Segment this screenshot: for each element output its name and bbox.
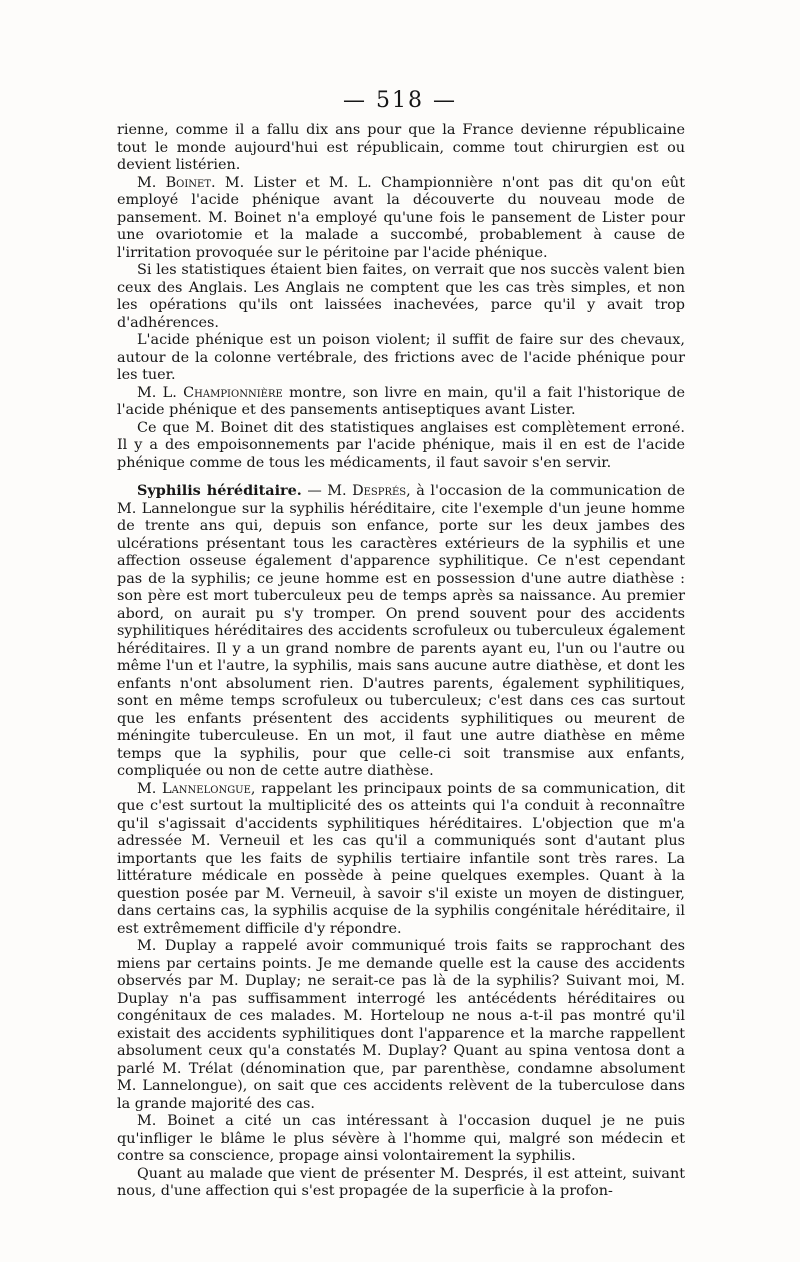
text-run: . M. Lister et M. L. Championnière n'ont pas dit qu'on eût employé l'acide phénique avant la découverte du nouveau mode de pansement. M. Boinet n'a employé qu'une fois le pansement de Lister pour une ovariotomie et la malade a succombé, probablement à cause de l'irritation provoquée sur le péritoine par l'acide phénique. (117, 174, 685, 261)
paragraph (117, 175, 685, 263)
paragraph (117, 1113, 685, 1166)
text-run: M. (137, 780, 163, 797)
paragraph (117, 482, 685, 781)
text-run: montre, son livre en main, qu'il a fait l'historique de l'acide phénique et des pansements antiseptiques avant Lister. (117, 384, 685, 418)
section-heading: Syphilis héréditaire. (137, 482, 302, 499)
text-run: Ce que M. Boinet dit des statistiques anglaises est complètement erroné. Il y a des empoisonnements par l'acide phénique, mais il en est de l'acide phénique comme de tous les médicaments, il faut savoir s'en servir. (117, 419, 685, 471)
text-run: Si les statistiques étaient bien faites, on verrait que nos succès valent bien ceux des Anglais. Les Anglais ne comptent que les cas très simples, et non les opérations qu'ils ont laissées inachevées, parce qu'il y avait trop d'adhérences. (117, 262, 685, 331)
text-run: M. (137, 174, 166, 191)
text-run: L'acide phénique est un poison violent; il suffit de faire sur des chevaux, autour de la colonne vertébrale, des frictions avec de l'acide phénique pour les tuer. (117, 332, 685, 383)
text-run: , à l'occasion de la communication de M. Lannelongue sur la syphilis héréditaire, cite l'exemple d'un jeune homme de trente ans qui, depuis son enfance, porte sur les deux jambes des ulcérations présentant tous les caractères extérieurs de la syphilis et une affection osseuse également d'apparence syphilitique. Ce n'est cependant pas de la syphilis; ce jeune homme est en possession d'une autre diathèse : son père est mort tuberculeux peu de temps après sa naissance. Au premier abord, on aurait pu s'y tromper. On prend souvent pour des accidents syphilitiques héréditaires des accidents scrofuleux ou tuberculeux également héréditaires. Il y a un grand nombre de parents ayant eu, l'un ou l'autre ou même l'un et l'autre, la syphilis, mais sans aucune autre diathèse, et dont les enfants n'ont absolument rien. D'autres parents, également syphilitiques, sont en même temps scrofuleux ou tuberculeux; c'est dans ces cas surtout que les enfants présentent des accidents syphilitiques ou meurent de méningite tuberculeuse. En un mot, il faut une autre diathèse en même temps que la syphilis, pour que celle-ci soit transmise aux enfants, compliquée ou non de cette autre diathèse. (117, 483, 685, 779)
paragraph (117, 781, 685, 939)
text-run: rienne, comme il a fallu dix ans pour que la France devienne républicaine tout le monde aujourd'hui est républicain, comme tout chirurgien est ou devient listérien. (117, 122, 685, 173)
text-run: Quant au malade que vient de présenter M. Després, il est atteint, suivant nous, d'une affection qui s'est propagée de la superficie à la profon- (117, 1165, 685, 1199)
speaker-name: Championnière (183, 384, 283, 401)
paragraph (117, 385, 685, 420)
speaker-name: Boinet (165, 174, 212, 191)
body-text (117, 122, 685, 1201)
text-run: M. Duplay a rappelé avoir communiqué trois faits se rapprochant des miens par certains points. Je me demande quelle est la cause des accidents observés par M. Duplay; ne serait-ce pas là de la syphilis? Suivant moi, M. Duplay n'a pas suffisamment interrogé les antécédents héréditaires ou congénitaux de ces malades. M. Horteloup ne nous a-t-il pas montré qu'il existait des accidents syphilitiques dont l'apparence et la marche rappellent absolument ceux qu'a constatés M. Duplay? Quant au spina ventosa dont a parlé M. Trélat (dénomination que, par parenthèse, condamne absolument M. Lannelongue), on sait que ces accidents relèvent de la tuberculose dans la grande majorité des cas. (117, 938, 685, 1112)
paragraph (117, 1166, 685, 1201)
paragraph (117, 420, 685, 473)
text-run: M. Boinet a cité un cas intéressant à l'occasion duquel je ne puis qu'infliger le blâme le plus sévère à l'homme qui, malgré son médecin et contre sa conscience, propage ainsi volontairement la syphilis. (117, 1113, 685, 1164)
paragraph (117, 938, 685, 1113)
page-number: — 518 — (343, 88, 457, 113)
text-run: , rappelant les principaux points de sa communication, dit que c'est surtout la multiplicité des os atteints qui l'a conduit à reconnaître qu'il s'agissait d'accidents syphilitiques héréditaires. L'objection que m'a adressée M. Verneuil et les cas qu'il a communiqués sont d'autant plus importants que les faits de syphilis tertiaire infantile sont très rares. La littérature médicale en possède à peine quelques exemples. Quant à la question posée par M. Verneuil, à savoir s'il existe un moyen de distinguer, dans certains cas, la syphilis acquise de la syphilis congénitale héréditaire, il est extrêmement difficile d'y répondre. (117, 780, 685, 937)
paragraph (117, 332, 685, 385)
speaker-name: Després (352, 483, 407, 499)
speaker-name: Lannelongue (162, 780, 251, 797)
paragraph (117, 122, 685, 175)
text-run: — M. (301, 483, 353, 499)
paragraph (117, 262, 685, 332)
text-run: M. L. (137, 384, 184, 401)
